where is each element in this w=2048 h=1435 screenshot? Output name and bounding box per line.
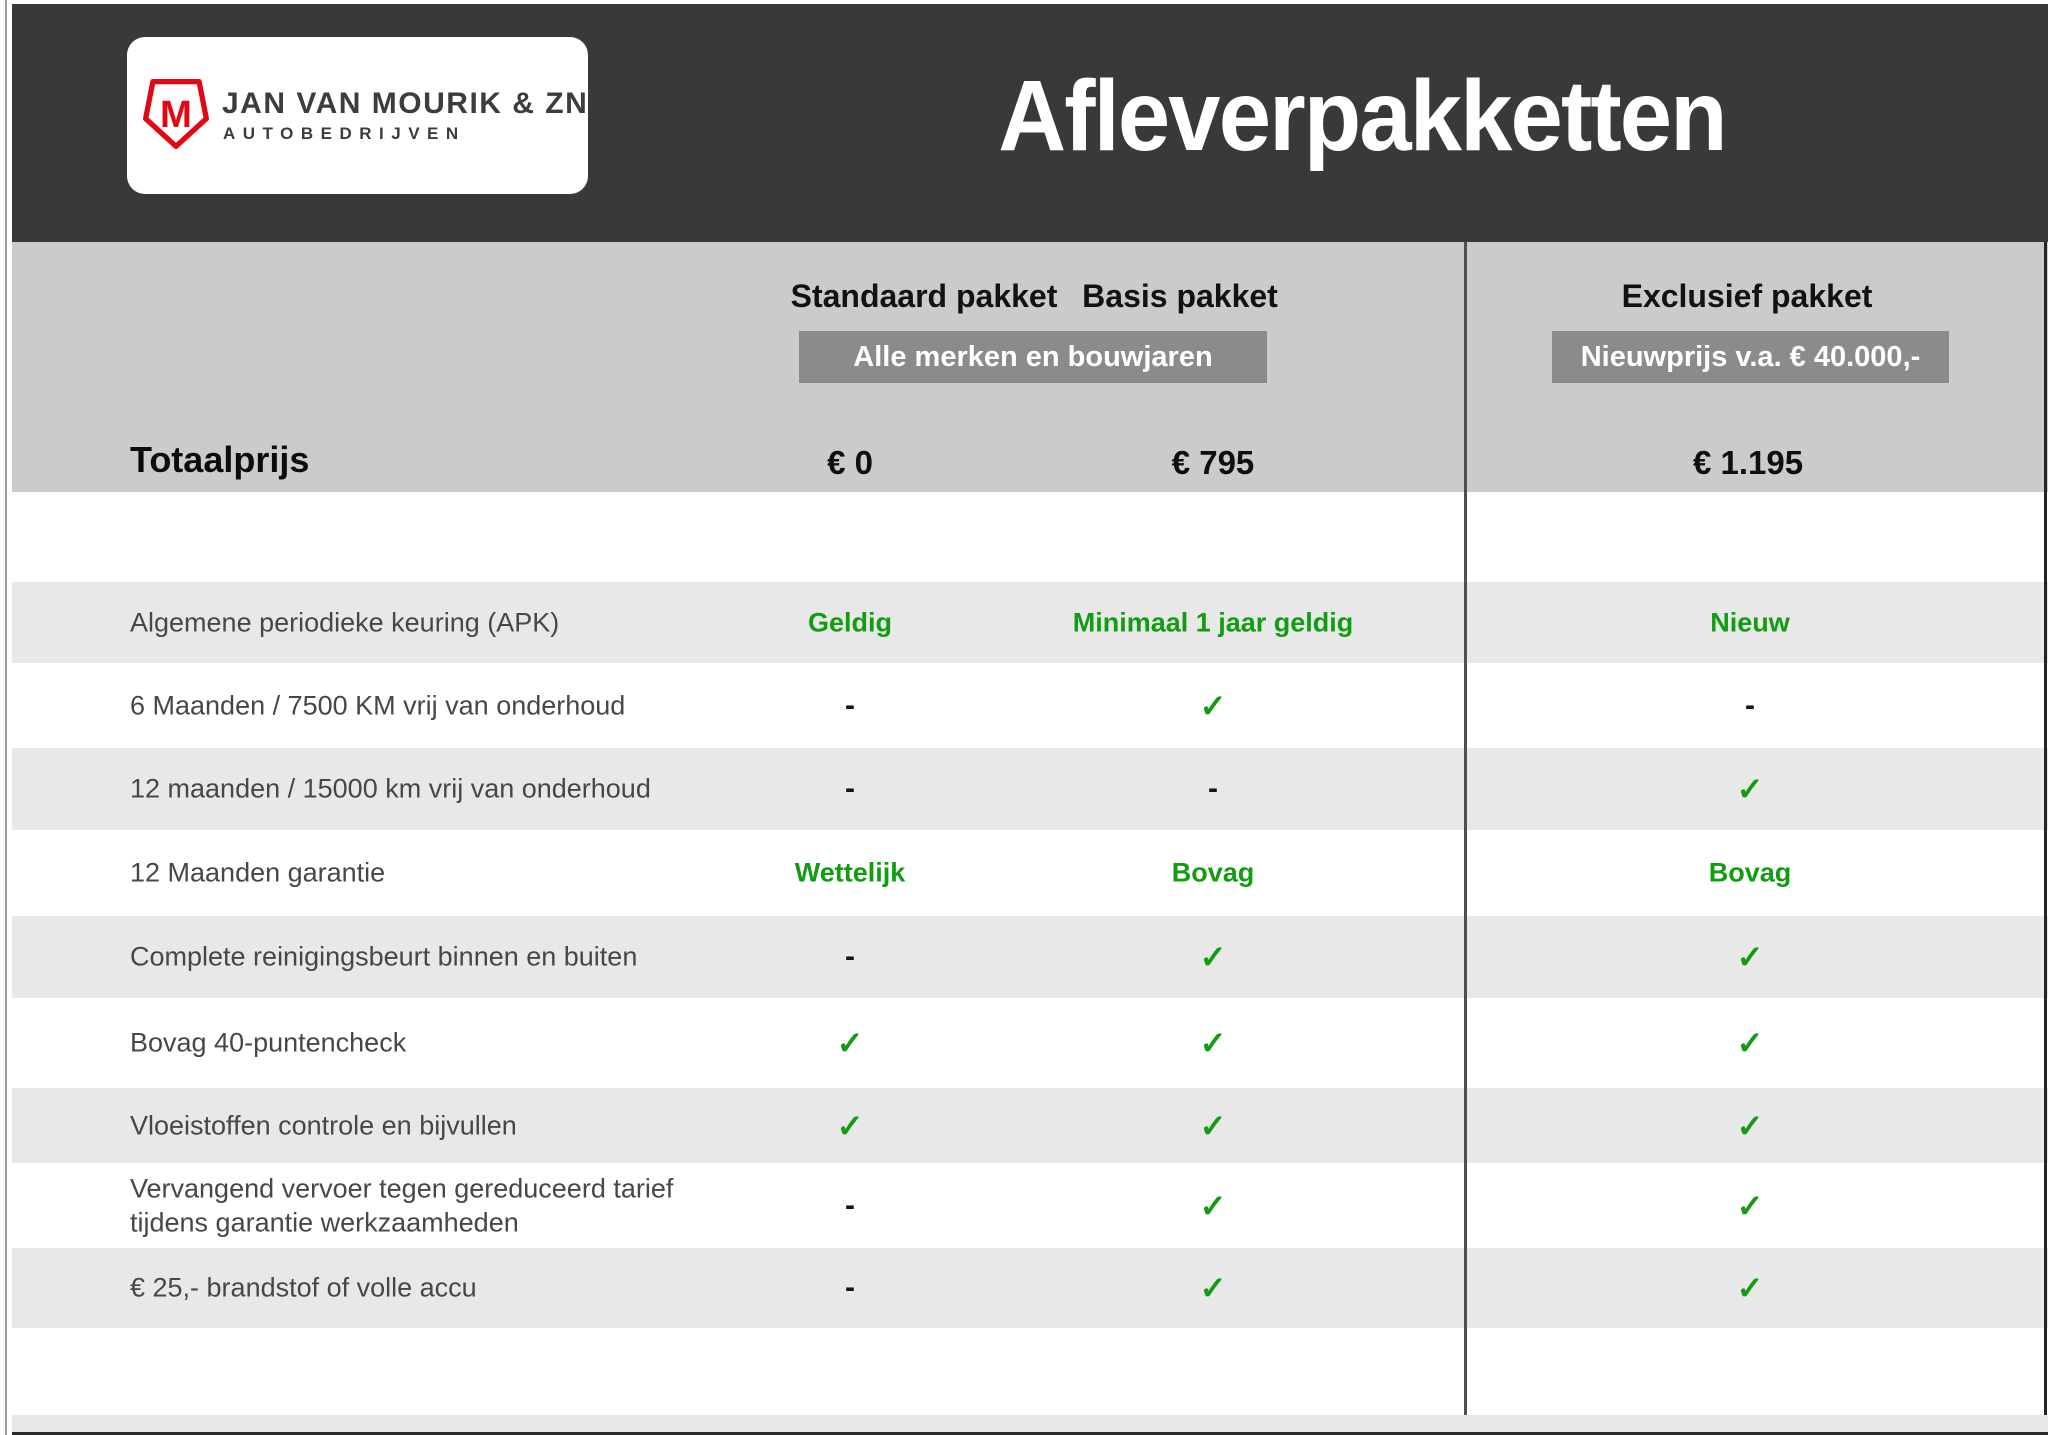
cell-exclusief: Bovag [1708, 857, 1792, 888]
table-row [12, 830, 2048, 916]
check-icon: ✓ [1736, 1187, 1764, 1224]
right-edge-line [2044, 242, 2047, 1435]
table-row [12, 748, 2048, 830]
table-row [12, 998, 2048, 1088]
total-standaard: € 0 [827, 444, 873, 481]
table-row [12, 916, 2048, 998]
check-icon: ✓ [1199, 687, 1227, 724]
brand-shield-icon [143, 77, 209, 151]
check-icon: ✓ [1736, 1107, 1764, 1144]
check-icon: ✓ [1199, 1107, 1227, 1144]
badge-alle-merken: Alle merken en bouwjaren [799, 331, 1267, 383]
row-label: € 25,- brandstof of volle accu [130, 1272, 477, 1303]
check-icon: ✓ [1199, 1187, 1227, 1224]
row-label: 6 Maanden / 7500 KM vrij van onderhoud [130, 690, 626, 721]
table-row [12, 1163, 2048, 1248]
row-label: 12 Maanden garantie [130, 857, 386, 888]
brand-name: JAN VAN MOURIK & ZN [222, 87, 589, 120]
cell-exclusief: - [1745, 688, 1755, 722]
row-label: Algemene periodieke keuring (APK) [130, 607, 560, 638]
check-icon: ✓ [1199, 1270, 1227, 1306]
column-header-basis: Basis pakket [1082, 278, 1278, 314]
check-icon: ✓ [1736, 1025, 1764, 1061]
table-row [12, 582, 2048, 663]
brand-monogram: M [160, 93, 192, 137]
check-icon: ✓ [1736, 1270, 1764, 1306]
table-row [12, 1088, 2048, 1163]
page-title: Afleverpakketten [998, 60, 1726, 172]
cell-standaard: - [845, 688, 855, 722]
check-icon: ✓ [1199, 1025, 1227, 1061]
row-label-line1: Vervangend vervoer tegen gereduceerd tarief [130, 1172, 674, 1203]
totals-label: Totaalprijs [130, 439, 310, 480]
check-icon: ✓ [1736, 939, 1764, 975]
table-row [12, 663, 2048, 748]
row-label: 12 maanden / 15000 km vrij van onderhoud [130, 773, 651, 804]
exclusief-column-divider [1464, 242, 1467, 1433]
row-label [130, 1171, 673, 1240]
cell-standaard: Geldig [807, 607, 893, 637]
brand-subtitle: AUTOBEDRIJVEN [223, 124, 466, 143]
check-icon: ✓ [836, 1107, 864, 1144]
cell-basis: Bovag [1171, 857, 1255, 888]
total-basis: € 795 [1171, 444, 1255, 481]
row-label: Vloeistoffen controle en bijvullen [130, 1110, 517, 1141]
cell-exclusief: Nieuw [1710, 607, 1790, 637]
cell-standaard: - [845, 772, 855, 805]
column-header-standaard: Standaard pakket [790, 278, 1058, 314]
check-icon: ✓ [836, 1025, 864, 1061]
cell-standaard: - [845, 940, 855, 973]
badge-nieuwprijs: Nieuwprijs v.a. € 40.000,- [1552, 331, 1949, 383]
feature-table [12, 582, 2048, 1328]
total-exclusief: € 1.195 [1692, 444, 1804, 481]
page-header [12, 4, 2048, 242]
check-icon: ✓ [1736, 771, 1764, 807]
bottom-strip [12, 1415, 2048, 1432]
table-row [12, 1248, 2048, 1328]
cell-standaard: - [845, 1271, 855, 1304]
row-label-line2: tijdens garantie werkzaamheden [130, 1207, 519, 1238]
row-label: Complete reinigingsbeurt binnen en buiten [130, 941, 638, 972]
cell-basis: Minimaal 1 jaar geldig [1072, 607, 1354, 637]
cell-standaard: Wettelijk [794, 857, 906, 888]
cell-basis: - [1208, 772, 1218, 805]
column-header-exclusief: Exclusief pakket [1621, 278, 1873, 314]
cell-standaard: - [845, 1188, 855, 1222]
check-icon: ✓ [1199, 939, 1227, 975]
row-label: Bovag 40-puntencheck [130, 1027, 407, 1058]
left-edge-line [5, 0, 7, 1435]
brand-logo-card [127, 37, 588, 194]
